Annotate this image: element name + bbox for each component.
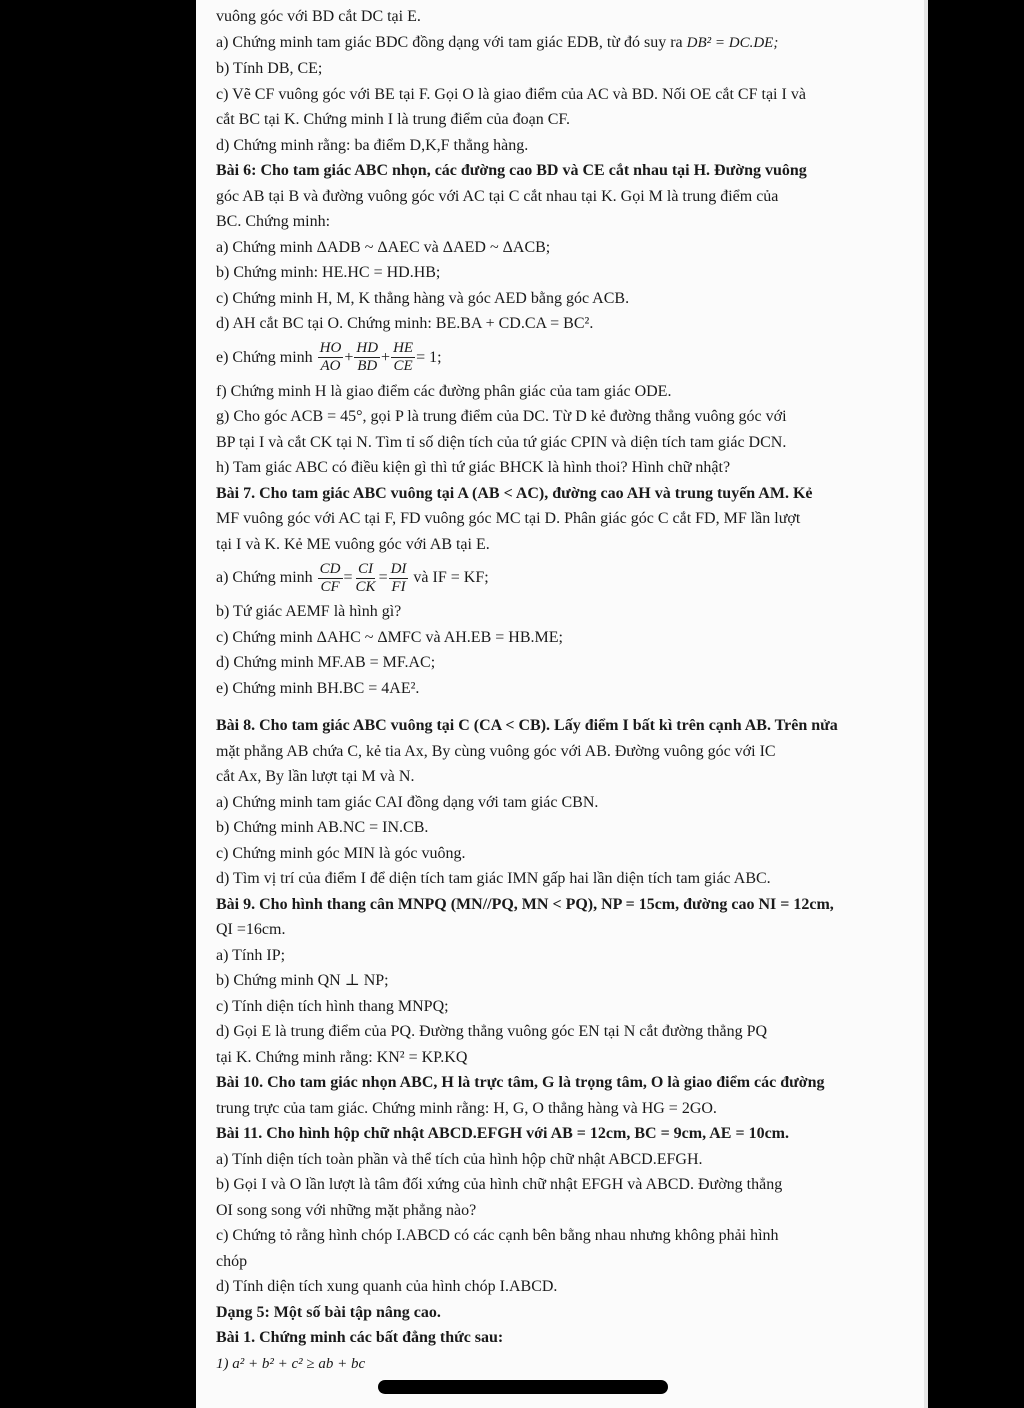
text-line: b) Tính DB, CE; <box>216 60 323 77</box>
text-line: Bài 8. Cho tam giác ABC vuông tại C (CA < CB). Lấy điểm I bất kì trên cạnh AB. Trên nửa <box>216 717 838 734</box>
text-line: mặt phẳng AB chứa C, kẻ tia Ax, By cùng vuông góc với AB. Đường vuông góc với IC <box>216 742 776 760</box>
fraction: $\frac{HO}{AO}$ <box>319 340 342 375</box>
text-line: a) Chứng minh $\frac{CD}{CF}$ = $\frac{CI}{CK}$ = $\frac{DI}{FI}$ và IF = KF; <box>216 560 489 595</box>
text-line: b) Gọi I và O lần lượt là tâm đối xứng của hình chữ nhật EFGH và ABCD. Đường thẳng <box>216 1176 783 1193</box>
text-line: h) Tam giác ABC có điều kiện gì thì tứ giác BHCK là hình thoi? Hình chữ nhật? <box>216 459 731 476</box>
text-line: d) Chứng minh rằng: ba điểm D,K,F thẳng hàng. <box>216 136 529 154</box>
fraction: $\frac{CI}{CK}$ <box>355 560 376 595</box>
text-line: e) Chứng minh BH.BC = 4AE². <box>216 679 420 697</box>
text-line: d) Tính diện tích xung quanh của hình chóp I.ABCD. <box>216 1278 558 1295</box>
document-text <box>216 4 916 1377</box>
text-line: tại K. Chứng minh rằng: KN² = KP.KQ <box>216 1048 468 1066</box>
text-line: e) Chứng minh $\frac{HO}{AO}$ + $\frac{HD}{BD}$ + $\frac{HE}{CE}$ = 1; <box>216 340 442 375</box>
fraction: $\frac{CD}{CF}$ <box>319 560 341 595</box>
text-line: c) Chứng minh góc MIN là góc vuông. <box>216 844 466 862</box>
text-line: a) Tính IP; <box>216 946 286 964</box>
text-line: c) Chứng minh ΔAHC ~ ΔMFC và AH.EB = HB.ME; <box>216 628 563 646</box>
text-line: QI =16cm. <box>216 921 286 938</box>
text-line: BP tại I và cắt CK tại N. Tìm tỉ số diện tích của tứ giác CPIN và diện tích tam giác DCN. <box>216 433 787 451</box>
text-line: d) AH cắt BC tại O. Chứng minh: BE.BA + CD.CA = BC². <box>216 315 594 332</box>
text-line: cắt BC tại K. Chứng minh I là trung điểm của đoạn CF. <box>216 111 571 128</box>
text-line: cắt Ax, By lần lượt tại M và N. <box>216 768 415 785</box>
text-line: c) Tính diện tích hình thang MNPQ; <box>216 997 449 1015</box>
text-line: BC. Chứng minh: <box>216 213 331 230</box>
text-line: góc AB tại B và đường vuông góc với AC tại C cắt nhau tại K. Gọi M là trung điểm của <box>216 187 779 205</box>
text-line: trung trực của tam giác. Chứng minh rằng: H, G, O thẳng hàng và HG = 2GO. <box>216 1099 717 1117</box>
redaction-bar <box>378 1380 668 1394</box>
text-line: MF vuông góc với AC tại F, FD vuông góc MC tại D. Phân giác góc C cắt FD, MF lần lượt <box>216 510 801 527</box>
text-line: OI song song với những mặt phẳng nào? <box>216 1201 477 1219</box>
text-line: Bài 11. Cho hình hộp chữ nhật ABCD.EFGH với AB = 12cm, BC = 9cm, AE = 10cm. <box>216 1125 789 1142</box>
fraction: $\frac{HD}{BD}$ <box>356 340 379 375</box>
text-line: a) Chứng minh tam giác BDC đồng dạng với tam giác EDB, từ đó suy ra DB² = DC.DE; <box>216 33 779 51</box>
text-line: c) Chứng minh H, M, K thẳng hàng và góc AED bằng góc ACB. <box>216 289 630 307</box>
text-line: vuông góc với BD cắt DC tại E. <box>216 8 421 25</box>
math-expression: DB² = DC.DE; <box>686 34 779 51</box>
text-line: d) Chứng minh MF.AB = MF.AC; <box>216 654 436 671</box>
text-line: Bài 9. Cho hình thang cân MNPQ (MN//PQ, MN < PQ), NP = 15cm, đường cao NI = 12cm, <box>216 895 834 913</box>
text-line: chóp <box>216 1252 248 1270</box>
text-line: f) Chứng minh H là giao điểm các đường phân giác của tam giác ODE. <box>216 382 672 400</box>
text-line: g) Cho góc ACB = 45°, gọi P là trung điểm của DC. Từ D kẻ đường thẳng vuông góc với <box>216 408 787 425</box>
fraction: $\frac{DI}{FI}$ <box>390 560 407 595</box>
text-line: d) Gọi E là trung điểm của PQ. Đường thẳng vuông góc EN tại N cắt đường thẳng PQ <box>216 1023 768 1040</box>
text-line: c) Chứng tỏ rằng hình chóp I.ABCD có các cạnh bên bằng nhau nhưng không phải hình <box>216 1227 779 1244</box>
text-line: Bài 10. Cho tam giác nhọn ABC, H là trực tâm, G là trọng tâm, O là giao điểm các đường <box>216 1074 825 1091</box>
text-line: b) Tứ giác AEMF là hình gì? <box>216 603 402 620</box>
fraction: $\frac{HE}{CE}$ <box>393 340 414 375</box>
text-line: Bài 6: Cho tam giác ABC nhọn, các đường cao BD và CE cắt nhau tại H. Đường vuông <box>216 162 807 179</box>
text-line: Bài 7. Cho tam giác ABC vuông tại A (AB < AC), đường cao AH và trung tuyến AM. Kẻ <box>216 484 813 502</box>
text-line: a) Tính diện tích toàn phần và thể tích của hình hộp chữ nhật ABCD.EFGH. <box>216 1150 703 1168</box>
text-line: b) Chứng minh: HE.HC = HD.HB; <box>216 264 441 281</box>
text-line: 1) a² + b² + c² ≥ ab + bc <box>216 1355 366 1372</box>
text-line: tại I và K. Kẻ ME vuông góc với AB tại E. <box>216 535 490 553</box>
text-line: b) Chứng minh AB.NC = IN.CB. <box>216 819 429 836</box>
text-line: Bài 1. Chứng minh các bất đẳng thức sau: <box>216 1329 504 1346</box>
text-line: c) Vẽ CF vuông góc với BE tại F. Gọi O là giao điểm của AC và BD. Nối OE cắt CF tại I và <box>216 85 806 103</box>
section-heading: Dạng 5: Một số bài tập nâng cao. <box>216 1303 441 1321</box>
text-line: d) Tìm vị trí của điểm I để diện tích tam giác IMN gấp hai lần diện tích tam giác ABC. <box>216 870 771 887</box>
page-edge <box>924 0 928 1408</box>
document-page <box>196 0 928 1408</box>
text-line: a) Chứng minh tam giác CAI đồng dạng với tam giác CBN. <box>216 793 599 811</box>
text-line: a) Chứng minh ΔADB ~ ΔAEC và ΔAED ~ ΔACB; <box>216 238 551 256</box>
text-line: b) Chứng minh QN ⊥ NP; <box>216 972 389 989</box>
